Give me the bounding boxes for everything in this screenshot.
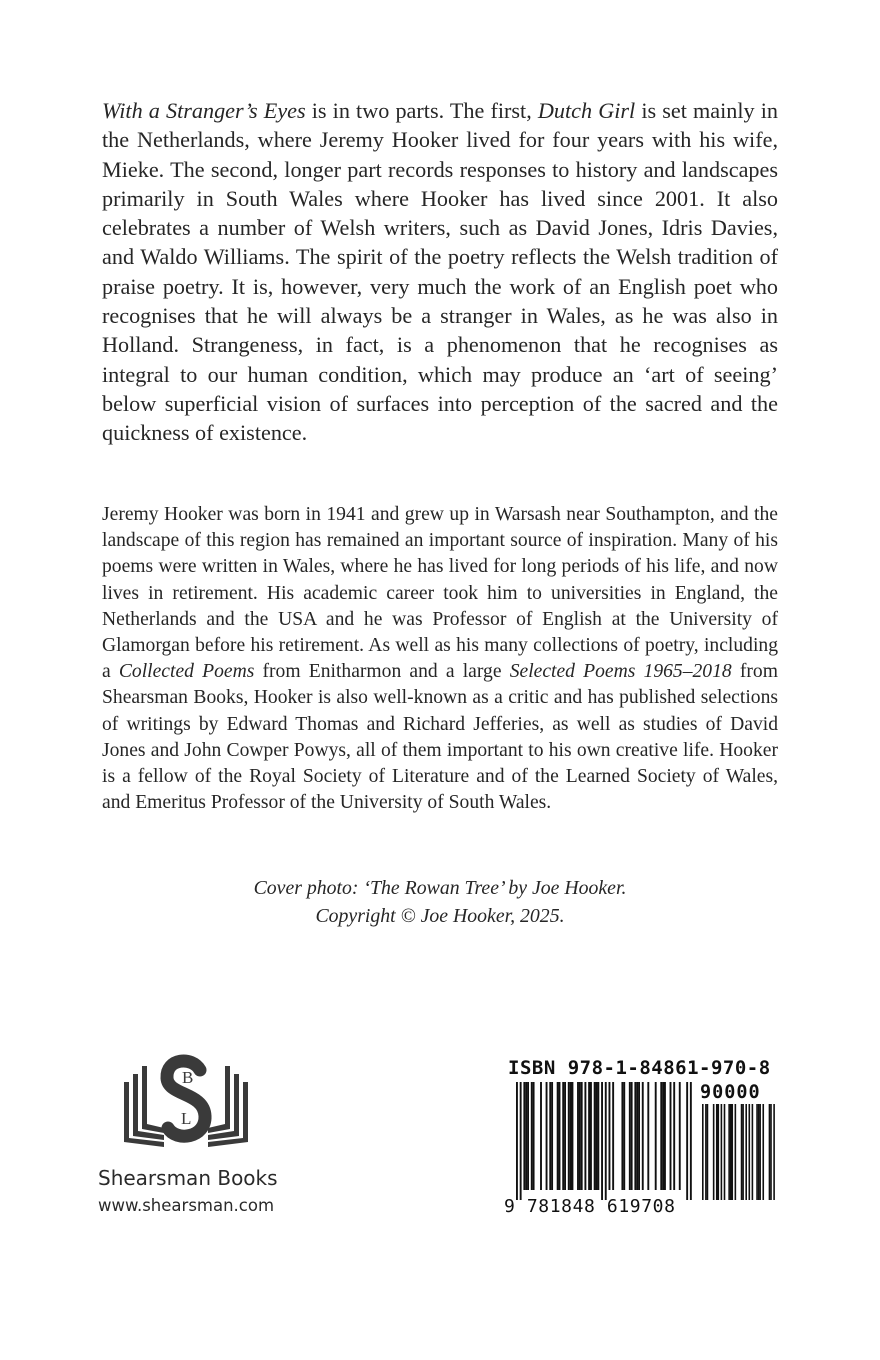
barcode-bar xyxy=(638,1082,640,1190)
barcode-bar xyxy=(655,1082,657,1190)
bio-text-2: from Enitharmon and a large xyxy=(254,661,510,683)
bio-text-1: Jeremy Hooker was born in 1941 and grew up in Warsash near Southampton, and the landscape of this region has remained an important source of inspiration. Many of his poems were written in Wales, where he has lived for long periods of his life, and now lives in retirement. His academic career took him to universities in England, the Netherlands and the USA and he was Professor of English at the University of Glamorgan before his retirement. As well as his many collections of poetry, including a xyxy=(102,504,778,683)
barcode-bar xyxy=(634,1082,636,1190)
barcode-bar xyxy=(690,1082,692,1200)
barcode-bar xyxy=(590,1082,592,1190)
barcode-bar xyxy=(664,1082,666,1190)
collected-poems-title: Collected Poems xyxy=(118,661,255,683)
barcode-bar xyxy=(612,1082,614,1190)
barcode-bar xyxy=(579,1082,581,1190)
barcode-bar xyxy=(679,1082,681,1190)
addon-bar xyxy=(770,1104,772,1200)
barcode-bar xyxy=(564,1082,566,1190)
barcode-bar xyxy=(549,1082,551,1190)
addon-bar xyxy=(731,1104,733,1200)
barcode-bar xyxy=(531,1082,533,1190)
barcode-bar xyxy=(551,1082,553,1190)
barcode-bar xyxy=(662,1082,664,1190)
addon-bar xyxy=(762,1104,764,1200)
barcode-bar xyxy=(631,1082,633,1190)
barcode-bar xyxy=(636,1082,638,1190)
bio-text-3: from Shearsman Books, Hooker is also well-known as a critic and has published selections of writings by Edward Thomas and Richard Jefferies, as well as studies of David Jones and John Cowper Powys, all of them important to his own creative life. Hooker is a fellow of the Royal Society of Literature and of the Learned Society of Wales, and Emeritus Professor of the University of South Wales. xyxy=(102,661,778,814)
barcode-bar xyxy=(584,1082,586,1190)
addon-bar xyxy=(735,1104,737,1200)
barcode-bar xyxy=(594,1082,596,1190)
barcode-bar xyxy=(596,1082,598,1190)
barcode-bar xyxy=(572,1082,574,1190)
barcode-bar xyxy=(559,1082,561,1190)
author-bio-paragraph xyxy=(102,502,778,816)
cover-photo-credit: Cover photo: ‘The Rowan Tree’ by Joe Hooker. xyxy=(253,877,627,899)
barcode-bar xyxy=(642,1082,644,1190)
barcode-bar xyxy=(670,1082,672,1190)
addon-digits: 90000 xyxy=(700,1082,761,1103)
publisher-name: Shearsman Books xyxy=(98,1166,278,1190)
addon-bar xyxy=(749,1104,751,1200)
barcode-bar xyxy=(605,1082,607,1200)
barcode-bar xyxy=(568,1082,570,1190)
addon-bar xyxy=(773,1104,775,1200)
blurb-text-1: is in two parts. The first, xyxy=(305,98,538,123)
barcode-bar xyxy=(623,1082,625,1190)
barcode-bar xyxy=(647,1082,649,1190)
addon-bar xyxy=(752,1104,754,1200)
barcode-bar xyxy=(540,1082,542,1190)
addon-bar xyxy=(705,1104,707,1200)
barcode-bar xyxy=(562,1082,564,1190)
isbn-label: ISBN 978-1-84861-970-8 xyxy=(508,1057,771,1079)
barcode-bar xyxy=(557,1082,559,1190)
addon-bar xyxy=(728,1104,730,1200)
blurb-paragraph xyxy=(102,96,778,448)
addon-bar xyxy=(769,1104,771,1200)
addon-bar xyxy=(741,1104,743,1200)
shearsman-logo xyxy=(120,1052,252,1152)
addon-bar xyxy=(756,1104,758,1200)
addon-bar xyxy=(759,1104,761,1200)
barcode-bar xyxy=(629,1082,631,1190)
barcode-bar xyxy=(673,1082,675,1190)
barcode-bar xyxy=(533,1082,535,1190)
addon-bar xyxy=(745,1104,747,1200)
addon-bar xyxy=(758,1104,760,1200)
barcode-bar xyxy=(520,1082,522,1200)
addon-bar xyxy=(742,1104,744,1200)
copyright-line: Copyright © Joe Hooker, 2025. xyxy=(315,905,565,927)
ean-digits: 9 781848 619708 xyxy=(504,1196,676,1217)
barcode-bar xyxy=(597,1082,599,1190)
barcode-bar xyxy=(588,1082,590,1190)
barcode-bar xyxy=(601,1082,603,1200)
barcode-bar xyxy=(577,1082,579,1190)
addon-bar xyxy=(707,1104,709,1200)
publisher-url: www.shearsman.com xyxy=(98,1196,275,1215)
barcode-bar xyxy=(516,1082,518,1200)
part-title-dutch-girl: Dutch Girl xyxy=(537,98,636,123)
addon-bar xyxy=(724,1104,726,1200)
addon-bar xyxy=(713,1104,715,1200)
barcode-bar xyxy=(609,1082,611,1190)
book-title: With a Stranger’s Eyes xyxy=(102,98,306,123)
barcode-bar xyxy=(525,1082,527,1190)
logo-letter-b: B xyxy=(182,1068,194,1087)
blurb-text-2: is set mainly in the Netherlands, where Jeremy Hooker lived for four years with his wife, Mieke. The second, longer part records responses to history and landscapes primarily in South Wales where Hooker has lived since 2001. It also celebrates a number of Welsh writers, such as David Jones, Idris Davies, and Waldo Williams. The spirit of the poetry reflects the Welsh tradition of praise poetry. It is, however, very much the work of an English poet who recognises that he will always be a stranger in Wales, as he was also in Holland. Strangeness, in fact, is a phenomenon that he recognises as integral to our human condition, which may produce an ‘art of seeing’ below superficial vision of surfaces into perception of the sacred and the quickness of existence. xyxy=(102,98,778,446)
barcode-bar xyxy=(527,1082,529,1190)
selected-poems-title: Selected Poems 1965–2018 xyxy=(509,661,732,683)
addon-bar xyxy=(730,1104,732,1200)
cover-credits xyxy=(102,874,778,930)
barcode-bar xyxy=(523,1082,525,1190)
addon-bar xyxy=(716,1104,718,1200)
addon-bar xyxy=(721,1104,723,1200)
barcode-bar xyxy=(570,1082,572,1190)
barcode-bar xyxy=(621,1082,623,1190)
barcode-bar xyxy=(660,1082,662,1190)
addon-bar xyxy=(718,1104,720,1200)
addon-bar xyxy=(702,1104,704,1200)
logo-letter-l: L xyxy=(181,1109,192,1128)
barcode-bar xyxy=(686,1082,688,1200)
barcode-bar xyxy=(546,1082,548,1190)
barcode-bar xyxy=(581,1082,583,1190)
